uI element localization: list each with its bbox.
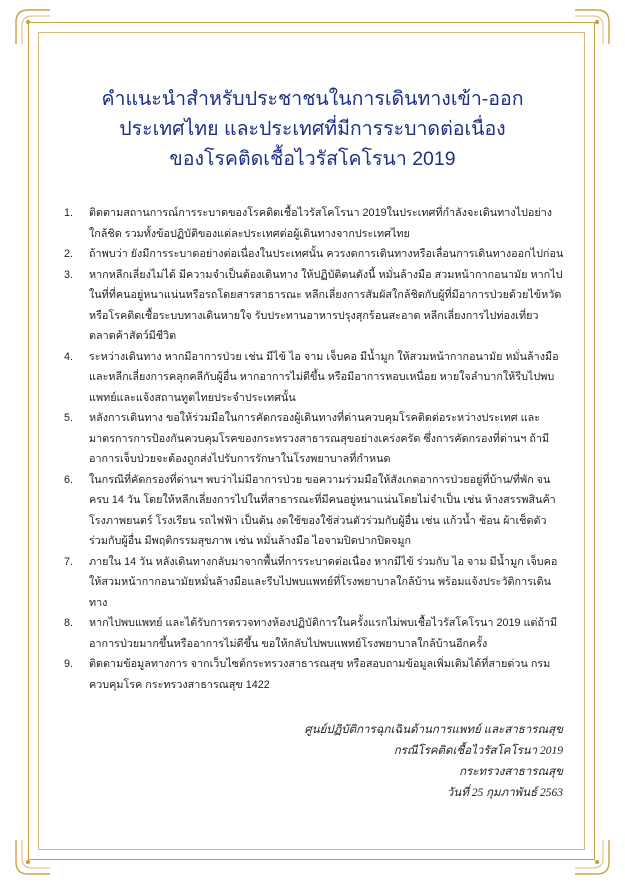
list-item: [64, 654, 564, 695]
list-item: [64, 244, 564, 265]
item-number: 8.: [64, 617, 74, 629]
item-text: หากไปพบแพทย์ และได้รับการตรวจทางห้องปฏิบัติการในครั้งแรกไม่พบเชื้อไวรัสโคโรนา 2019 แต่ถ้ามีอาการป่วยมากขึ้นหรืออาการไม่ดีขึ้น ขอให้กลับไปพบแพทย์โรงพยาบาลใกล้บ้านอีกครั้ง: [89, 617, 558, 650]
list-item: [64, 470, 564, 552]
page-title: [60, 84, 565, 174]
item-number: 7.: [64, 555, 74, 568]
corner-ornament-icon: [573, 8, 611, 46]
item-number: 9.: [64, 658, 74, 670]
corner-ornament-icon: [573, 838, 611, 876]
signature-ministry: กระทรวงสาธารณสุข: [459, 766, 563, 778]
item-text: ภายใน 14 วัน หลังเดินทางกลับมาจากพื้นที่การระบาดต่อเนื่อง หากมีไข้ ร่วมกับ ไอ จาม มีน้ำมูก เจ็บคอ ให้สวมหน้ากากอนามัยหมั่นล้างมือและรีบไปพบแพทย์ที่โรงพยาบาลใกล้บ้าน พร้อมแจ้งประวัติการเดินทาง: [89, 555, 558, 609]
title-line: ของโรคติดเชื้อไวรัสโคโรนา 2019: [169, 148, 456, 170]
list-item: [64, 347, 564, 409]
item-text: ติดตามข้อมูลทางการ จากเว็บไซต์กระทรวงสาธารณสุข หรือสอบถามข้อมูลเพิ่มเติมได้ที่สายด่วน กรมควบคุมโรค กระทรวงสาธารณสุข 1422: [89, 658, 551, 691]
item-text: หลังการเดินทาง ขอให้ร่วมมือในการคัดกรองผู้เดินทางที่ด่านควบคุมโรคติดต่อระหว่างประเทศ และมาตรการการป้องกันควบคุมโรคของกระทรวงสาธารณสุขอย่างเคร่งครัด ซึ่งการคัดกรองที่ด่านฯ ถ้ามีอาการเจ็บป่วยจะต้องถูกส่งไปรับการรักษาในโรงพยาบาลที่กำหนด: [89, 412, 550, 465]
item-number: 6.: [64, 473, 74, 486]
signature-org: ศูนย์ปฏิบัติการฉุกเฉินด้านการแพทย์ และสาธารณสุข: [304, 724, 563, 736]
item-number: 4.: [64, 350, 74, 363]
item-text: ติดตามสถานการณ์การระบาดของโรคติดเชื้อไวรัสโคโรนา 2019ในประเทศที่กำลังจะเดินทางไปอย่างใกล้ชิด รวมทั้งข้อปฏิบัติของแต่ละประเทศต่อผู้เดินทางจากประเทศไทย: [89, 207, 553, 240]
list-item: [64, 408, 564, 470]
item-number: 3.: [64, 268, 74, 281]
item-text: หากหลีกเลี่ยงไม่ได้ มีความจำเป็นต้องเดินทาง ให้ปฏิบัติตนดังนี้ หมั่นล้างมือ สวมหน้ากากอนามัย หากไปในที่ที่คนอยู่หนาแน่นหรือรถโดยสารสาธารณะ หลีกเลี่ยงการสัมผัสใกล้ชิดกับผู้ที่มีอาการป่วยด้วยไข้หวัดหรือโรคติดเชื้อระบบทางเดินหายใจ รับประทานอาหารปรุงสุกร้อนสะอาด หลีกเลี่ยงการไปท่องเที่ยวตลาดค้าสัตว์มีชีวิต: [89, 268, 563, 342]
list-item: [64, 613, 564, 654]
title-line: คำแนะนำสำหรับประชาชนในการเดินทางเข้า-ออก: [101, 88, 524, 110]
corner-ornament-icon: [14, 8, 52, 46]
list-item: [64, 552, 564, 614]
signature-block: [304, 720, 563, 804]
list-item: [64, 265, 564, 347]
corner-ornament-icon: [14, 838, 52, 876]
item-text: ระหว่างเดินทาง หากมีอาการป่วย เช่น มีไข้ ไอ จาม เจ็บคอ มีน้ำมูก ให้สวมหน้ากากอนามัย หมั่นล้างมือ และหลีกเลี่ยงการคลุกคลีกับผู้อื่น หากอาการไม่ดีขึ้น หรือมีอาการหอบเหนื่อย หายใจลำบากให้รีบไปพบแพทย์และแจ้งสถานทูตไทยประจำประเทศนั้น: [89, 350, 559, 404]
signature-date: วันที่ 25 กุมภาพันธ์ 2563: [446, 787, 563, 799]
item-number: 1.: [64, 207, 74, 219]
item-text: ในกรณีที่คัดกรองที่ด่านฯ พบว่าไม่มีอาการป่วย ขอความร่วมมือให้สังเกตอาการป่วยอยู่ที่บ้าน/ที่พัก จนครบ 14 วัน โดยให้หลีกเลี่ยงการไปในที่สาธารณะที่มีคนอยู่หนาแน่นโดยไม่จำเป็น เช่น ห้างสรรพสินค้า โรงภาพยนตร์ โรงเรียน รถไฟฟ้า เป็นต้น งดใช้ของใช้ส่วนตัวร่วมกับผู้อื่น เช่น แก้วน้ำ ช้อน ผ้าเช็ดตัวร่วมกับผู้อื่น มีพฤติกรรมสุขภาพ เช่น หมั่นล้างมือ ไอจามปิดปากปิดจมูก: [89, 473, 556, 547]
list-item: [64, 203, 564, 244]
title-line: ประเทศไทย และประเทศที่มีการระบาดต่อเนื่อง: [119, 118, 506, 140]
item-number: 2.: [64, 248, 74, 260]
advice-list: [64, 203, 564, 695]
item-text: ถ้าพบว่า ยังมีการระบาดอย่างต่อเนื่องในประเทศนั้น ควรงดการเดินทางหรือเลื่อนการเดินทางออกไปก่อน: [89, 248, 564, 260]
item-number: 5.: [64, 412, 74, 424]
signature-case: กรณีโรคติดเชื้อไวรัสโคโรนา 2019: [393, 745, 563, 757]
